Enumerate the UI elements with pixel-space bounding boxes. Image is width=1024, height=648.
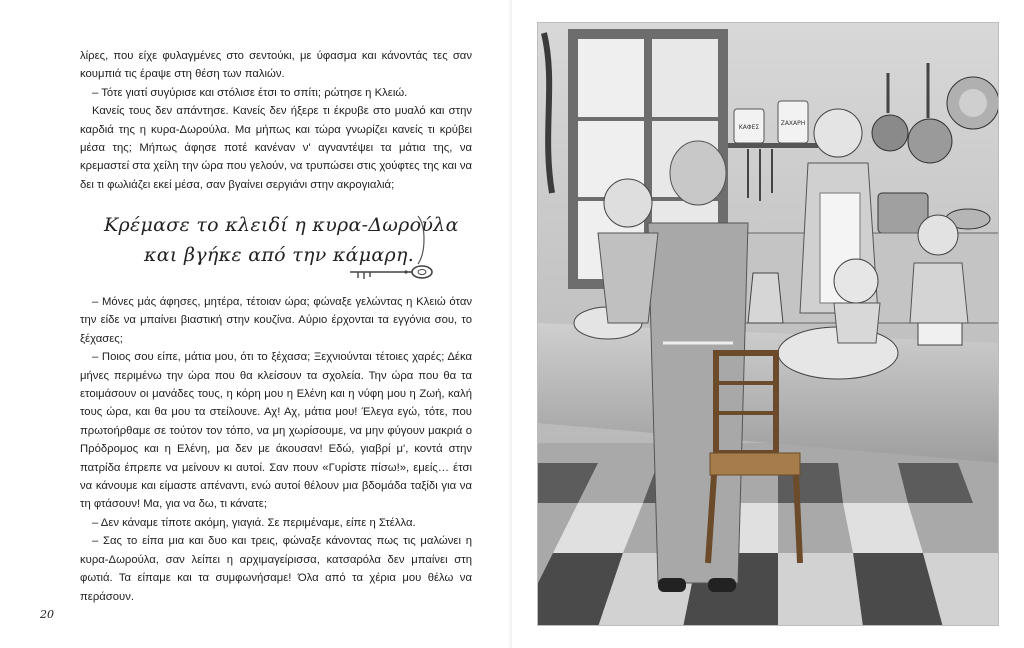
paragraph: Κανείς τους δεν απάντησε. Κανείς δεν ήξερε τι έκρυβε στο μυαλό και στην καρδιά της η κυρα-Δωρούλα. Μα μήπως και τώρα γνωρίζει κανείς τι κρύβει μέσα της; Μήπως άφησε ποτέ κανέναν ν' αγναντέψει τα μάτια της, να κρεμαστεί στα χείλη την ώρα που γελούν, να τρυπώσει στις χούφτες της και να δει τι φωλιάζει εκεί μέσα, σαν βγαίνει σεργιάνι στην ακρογιαλιά; [80,105,472,191]
kitchen-illustration [537,22,999,626]
butter-dish [918,323,962,345]
storage-jar [778,101,808,143]
pull-quote-line-1: Κρέμασε το κλειδί η κυρα-Δωρούλα [104,214,459,236]
page-number: 20 [40,608,54,621]
jar-label: ΚΑΦΕΣ [738,124,760,131]
girl-figure [598,179,658,323]
paragraph: λίρες, που είχε φυλαγμένες στο σεντούκι, με ύφασμα και κάνοντάς τες σαν κουμπιά τις έραψε στη θέση των παλιών. [80,50,472,81]
pull-quote [100,212,459,284]
text-block-top [80,47,472,194]
paragraph: – Ποιος σου είπε, μάτια μου, ότι το ξέχασα; Ξεχνιούνται τέτοιες χαρές; Δέκα μήνες περιμένω την ώρα που θα κλείσουν τα σχολεία. Την ώρα που θα τα ετοιμάσουν οι μανάδες τους, η κόρη μου η Ελένη και η νύφη μου η Ζωή, καλή τους ώρα, και θα μου τα στείλουνε. Αχ! Αχ, μάτια μου! Έλεγα εγώ, τότε, που πρωτοήρθαμε σε τούτον τον τόπο, να μη χωρίσουμε, να μην φύγουν μακριά ο Πρόδρομος και η Ελένη, μα δεν με άκουσαν! Εδώ, γιαβρί μ', κοντά στην πατρίδα έπρεπε να μείνουν κι αυτοί. Σαν πουν «Γυρίστε πίσω!», εμείς… έτσι να κάνουμε και είμαστε απέναντι, ενώ αυτοί θέλουν μια βδομάδα ταξίδι για να τη φτάσουν! Μα, για να δω, τι κάνατε; [80,351,472,511]
text-block-bottom [80,293,472,606]
paragraph: – Μόνες μάς άφησες, μητέρα, τέτοιαν ώρα; φώναξε γελώντας η Κλειώ όταν την είδε να μπαίνει βιαστική στην κουζίνα. Αύριο έρχονται τα εγγόνια σου, το ξέχασες; [80,296,472,345]
storage-jar [734,109,764,143]
jar-label: ΖΑΧΑΡΗ [780,120,806,127]
paragraph: – Δεν κάναμε τίποτε ακόμη, γιαγιά. Σε περιμέναμε, είπε η Στέλλα. [92,516,416,529]
kitchen-scene-image [538,23,999,626]
pull-quote-line-2: και βγήκε από την κάμαρη. [144,244,415,266]
coffee-pot [748,273,783,323]
paragraph: – Σας το είπα μια και δυο και τρεις, φώναξε κάνοντας πως τις μαλώνει η κυρα-Δωρούλα, σαν λείπει η αρχιμαγείρισσα, κατσαρόλα δεν μπαίνει στη φωτιά. Τα είπαμε και τα συμφωνήσαμε! Όλα από τα χέρια μου θέλω να περάσουν. [80,535,472,603]
paragraph: – Τότε γιατί συγύρισε και στόλισε έτσι το σπίτι; ρώτησε η Κλειώ. [92,86,408,99]
